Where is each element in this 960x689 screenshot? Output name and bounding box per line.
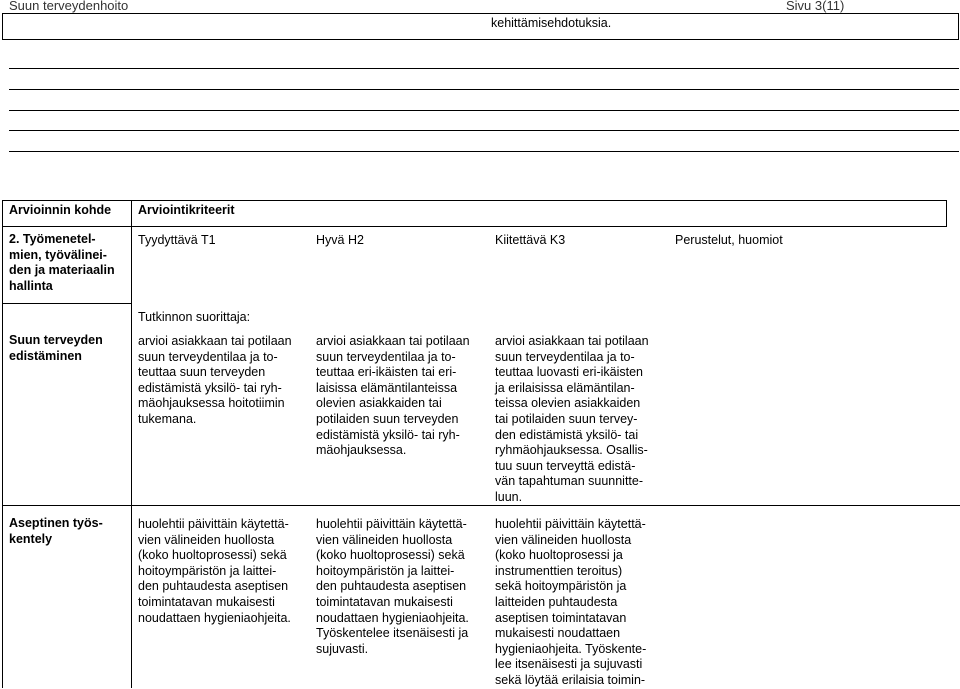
top-box-border-left: [2, 13, 3, 40]
writing-line: [9, 130, 959, 131]
column-header-criteria: Arviointikriteerit: [138, 203, 235, 217]
top-box-border-right: [958, 13, 959, 40]
subject-aseptic-work: Aseptinen työs- kentely: [9, 516, 103, 546]
table-border-top: [2, 200, 947, 201]
subject-label-tools: 2. Työmenetel- mien, työvälinei- den ja materiaalin hallinta: [9, 232, 115, 293]
level-t1-label: Tyydyttävä T1: [138, 233, 216, 247]
criteria-h2-oral-health: arvioi asiakkaan tai potilaan suun terveydentilaa ja to- teuttaa eri-ikäisten tai eri- laisissa elämäntilanteissa olevien asiakkaiden tai potilaiden suun terveyden edistämistä yksilö- tai ryh- mäohjauksessa.: [316, 334, 470, 458]
criteria-h2-aseptic: huolehtii päivittäin käytettä- vien välineiden huollosta (koko huoltoprosessi) sekä hoitoympäristön ja laittei- den puhtaudesta aseptisen toimintatavan mukaisesti noudattaen hygieniaohjeita. Työskentelee itsenäisesti ja sujuvasti.: [316, 517, 469, 656]
writing-line: [9, 110, 959, 111]
document-header-title: Suun terveydenhoito: [9, 0, 129, 13]
criteria-k3-aseptic: huolehtii päivittäin käytettä- vien välineiden huollosta (koko huoltoprosessi ja instrumenttien teroitus) sekä hoitoympäristön ja laitteiden puhtaudesta aseptisen toimintatavan mukaisesti noudattaen hygieniaohjeita. Työskente- lee itsenäisesti ja sujuvasti sekä löytää erilaisia toimin-: [495, 517, 647, 687]
notes-column-label: Perustelut, huomiot: [675, 233, 783, 247]
subject-divider: [2, 303, 132, 304]
row-divider: [2, 505, 960, 506]
top-box-border-top: [2, 13, 959, 14]
table-header-divider: [2, 226, 947, 227]
top-box-border-bottom: [2, 39, 959, 40]
column-divider: [131, 200, 132, 688]
page-number: Sivu 3(11): [786, 0, 845, 13]
top-box-text: kehittämisehdotuksia.: [491, 16, 612, 30]
level-k3-label: Kiitettävä K3: [495, 233, 566, 247]
writing-line: [9, 151, 959, 152]
writing-line: [9, 68, 959, 69]
table-border-left: [2, 200, 3, 688]
criteria-k3-oral-health: arvioi asiakkaan tai potilaan suun terveydentilaa ja to- teuttaa luovasti eri-ikäisten ja erilaisissa elämäntilan- teissa olevien asiakkaiden tai potilaiden suun tervey- den edistämistä yksilö- tai ryhmäohjauksessa. Osallis- tuu suun terveyttä edistä- vän tapahtuman suunnitte- luun.: [495, 334, 649, 504]
subject-oral-health-promotion: Suun terveyden edistäminen: [9, 333, 103, 363]
table-border-right: [946, 200, 947, 227]
criteria-t1-oral-health: arvioi asiakkaan tai potilaan suun terveydentilaa ja to- teuttaa suun terveyden edistämistä yksilö- tai ryh- mäohjauksessa hoitotiimin tukemana.: [138, 334, 292, 426]
level-h2-label: Hyvä H2: [316, 233, 364, 247]
tutkinnon-suorittaja-label: Tutkinnon suorittaja:: [138, 310, 251, 324]
writing-line: [9, 89, 959, 90]
column-header-subject: Arvioinnin kohde: [9, 203, 112, 217]
criteria-t1-aseptic: huolehtii päivittäin käytettä- vien välineiden huollosta (koko huoltoprosessi) sekä hoitoympäristön ja laittei- den puhtaudesta aseptisen toimintatavan mukaisesti noudattaen hygieniaohjeita.: [138, 517, 291, 625]
